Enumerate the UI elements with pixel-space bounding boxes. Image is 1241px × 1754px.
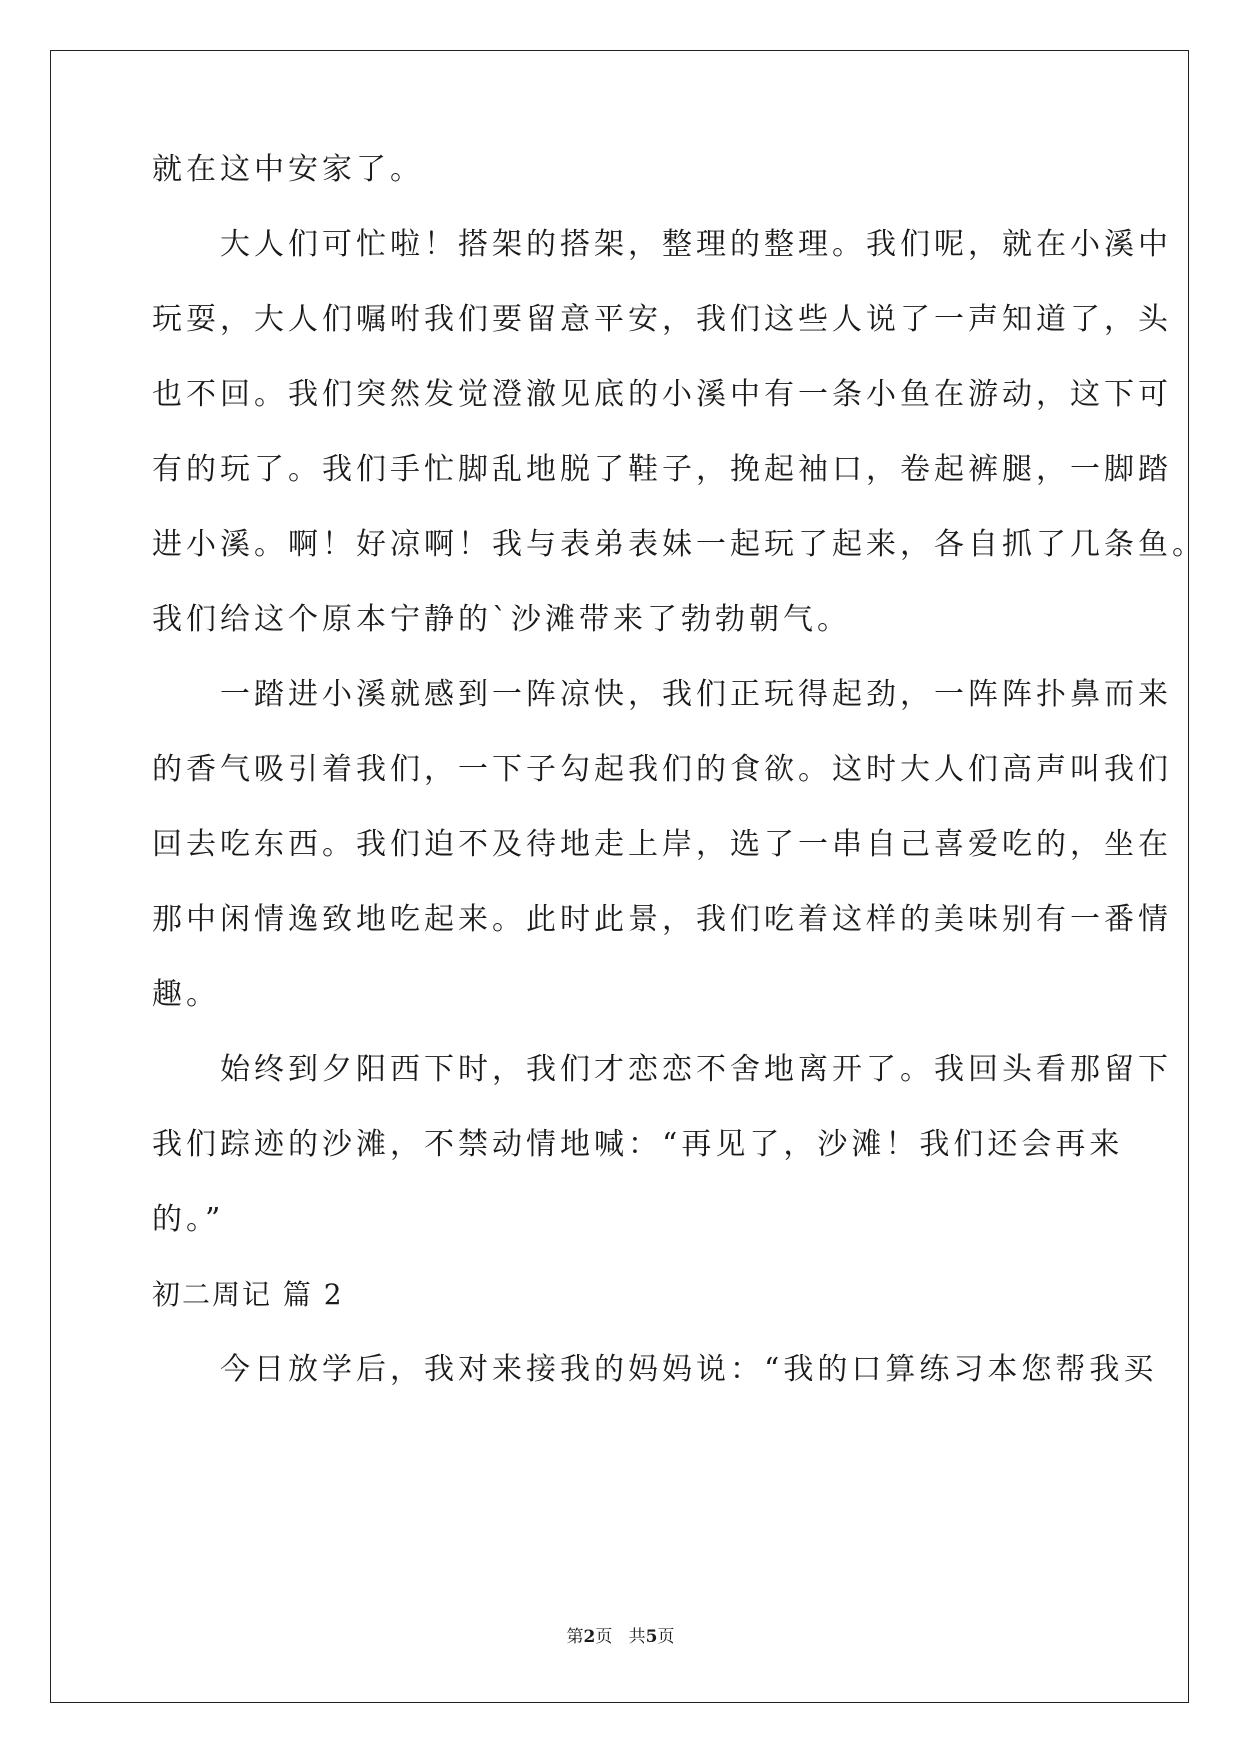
paragraph-line: 我们给这个原本宁静的`沙滩带来了勃勃朝气。 <box>152 602 851 637</box>
paragraph-line: 回去吃东西。我们迫不及待地走上岸，选了一串自己喜爱吃的，坐在 <box>152 827 1172 862</box>
paragraph-line: 的香气吸引着我们，一下子勾起我们的食欲。这时大人们高声叫我们 <box>152 752 1172 787</box>
paragraph-line: 一踏进小溪就感到一阵凉快，我们正玩得起劲，一阵阵扑鼻而来 <box>152 677 1172 712</box>
paragraph-line: 也不回。我们突然发觉澄澈见底的小溪中有一条小鱼在游动，这下可 <box>152 377 1172 412</box>
paragraph-line: 那中闲情逸致地吃起来。此时此景，我们吃着这样的美味别有一番情 <box>152 902 1172 937</box>
paragraph-line: 大人们可忙啦！搭架的搭架，整理的整理。我们呢，就在小溪中 <box>152 227 1172 262</box>
footer-total-prefix: 共 <box>628 1627 646 1647</box>
paragraph-line: 的。” <box>152 1202 225 1237</box>
paragraph-line: 进小溪。啊！好凉啊！我与表弟表妹一起玩了起来，各自抓了几条鱼。 <box>152 527 1206 562</box>
paragraph-line: 玩耍，大人们嘱咐我们要留意平安，我们这些人说了一声知道了，头 <box>152 302 1172 337</box>
page-border <box>50 50 1189 1703</box>
page-footer <box>0 1625 1241 1649</box>
current-page-number: 2 <box>583 1627 596 1647</box>
footer-total-word: 页 <box>657 1627 675 1647</box>
footer-page-word: 页 <box>595 1627 613 1647</box>
paragraph-line: 始终到夕阳西下时，我们才恋恋不舍地离开了。我回头看那留下 <box>152 1052 1172 1087</box>
section-heading: 初二周记 篇 2 <box>152 1278 344 1311</box>
footer-prefix: 第 <box>566 1627 584 1647</box>
paragraph-line: 今日放学后，我对来接我的妈妈说：“我的口算练习本您帮我买 <box>152 1352 1158 1387</box>
total-pages-number: 5 <box>645 1627 658 1647</box>
paragraph-line: 有的玩了。我们手忙脚乱地脱了鞋子，挽起袖口，卷起裤腿，一脚踏 <box>152 452 1172 487</box>
paragraph-line: 就在这中安家了。 <box>152 152 424 187</box>
paragraph-line: 我们踪迹的沙滩，不禁动情地喊：“再见了，沙滩！我们还会再来 <box>152 1127 1124 1162</box>
paragraph-line: 趣。 <box>152 977 220 1012</box>
